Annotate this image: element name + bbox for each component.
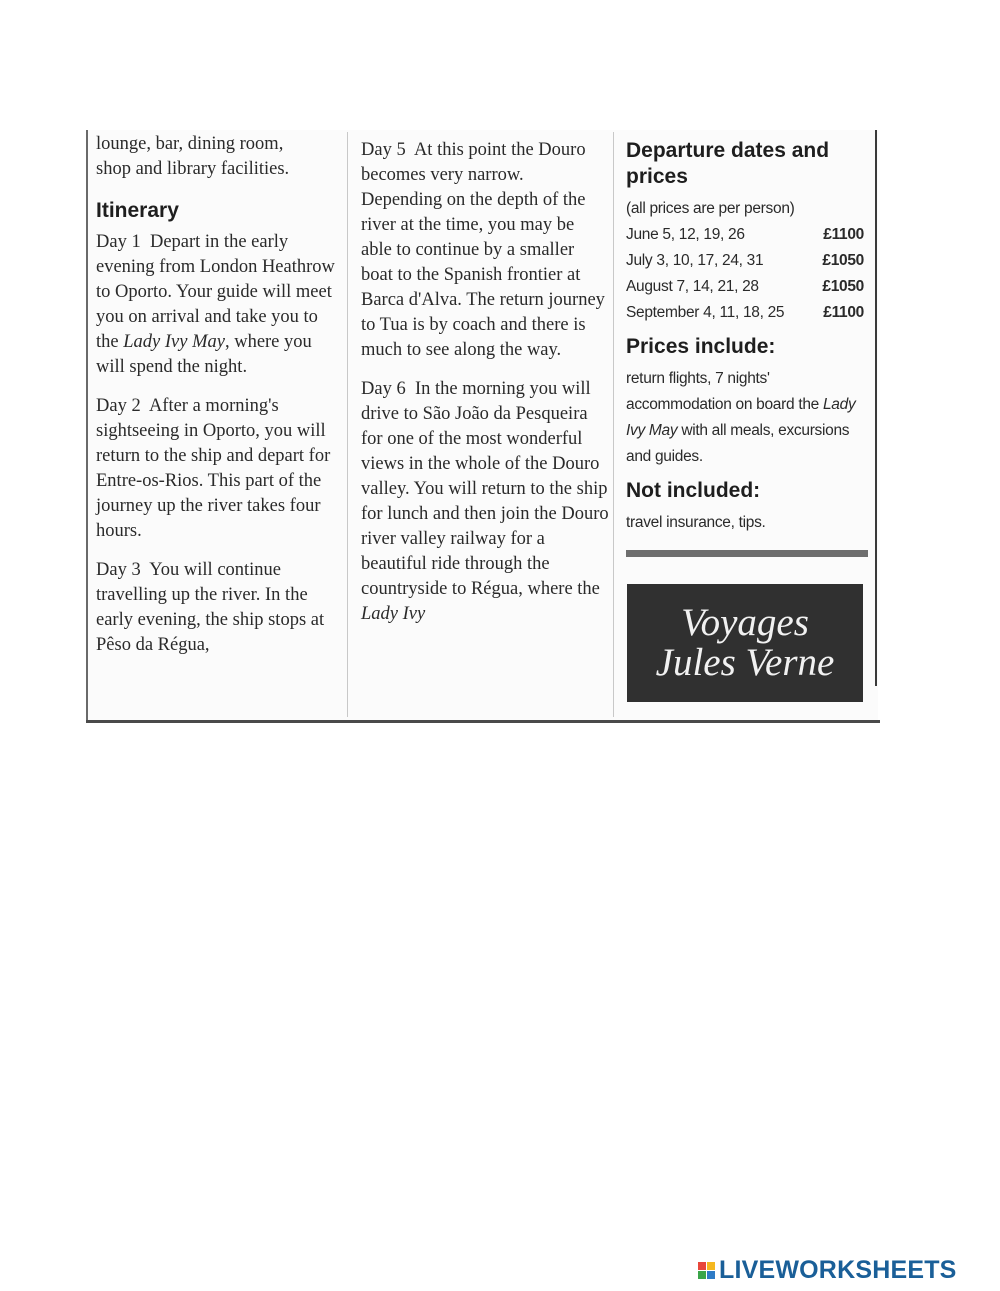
departure-heading: Departure dates and prices [626, 139, 830, 188]
date-range: September 4, 11, 18, 25 [626, 304, 785, 321]
logo-line: Voyages [681, 601, 809, 644]
column-one [96, 132, 344, 672]
day6-text: In the morning you will drive to São João da Pesqueira for one of the most wonderful views in the whole of the Douro valley. You will return to the ship for lunch and then join the Douro river valley railway for a beautiful ride through the countryside to Régua, where the [361, 379, 609, 599]
ship-name: Lady Ivy May [123, 332, 225, 352]
day6-paragraph [361, 377, 609, 627]
day1-text-end: , where you will spend the night. [96, 332, 312, 377]
itinerary-heading: Itinerary [96, 199, 179, 222]
not-included-heading: Not included: [626, 479, 761, 502]
day2-paragraph [96, 394, 344, 544]
day-label: Day 5 [361, 140, 406, 160]
departure-dates-list [626, 222, 864, 326]
day2-text: After a morning's sightseeing in Oporto, you will return to the ship and depart for Entre-os-Rios. This part of the journey up the river takes four hours. [96, 396, 331, 541]
logo-square [698, 1271, 706, 1279]
day5-text: At this point the Douro becomes very narrow. Depending on the depth of the river at the time, you may be able to continue by a smaller boat to the Spanish frontier at Barca d'Alva. The return journey to Tua is by coach and there is much to see along the way. [361, 140, 605, 360]
column-divider [613, 132, 614, 717]
day3-paragraph [96, 558, 344, 658]
liveworksheets-watermark [698, 1256, 957, 1284]
include-text: return flights, 7 nights' accommodation on board the [626, 370, 819, 413]
day1-paragraph [96, 230, 344, 380]
column-divider [347, 132, 348, 717]
day-label: Day 2 [96, 396, 141, 416]
logo-square [698, 1262, 706, 1270]
logo-line: Jules Verne [655, 641, 835, 684]
date-price: £1050 [822, 278, 864, 295]
include-text-end: with all meals, excursions and guides. [626, 422, 850, 465]
date-row [626, 274, 864, 300]
separator-bar [626, 550, 868, 557]
intro-line: lounge, bar, dining room, [96, 134, 284, 154]
date-range: June 5, 12, 19, 26 [626, 226, 745, 243]
date-row [626, 222, 864, 248]
prices-note: (all prices are per person) [626, 200, 795, 217]
day3-text: You will continue travelling up the river. In the early evening, the ship stops at Pêso da Régua, [96, 560, 325, 655]
liveworksheets-logo-icon [698, 1262, 715, 1279]
column-two [361, 138, 609, 641]
watermark-text: LIVEWORKSHEETS [719, 1255, 957, 1284]
column-three [626, 132, 874, 557]
ship-name: Lady Ivy [361, 604, 426, 624]
date-range: August 7, 14, 21, 28 [626, 278, 759, 295]
date-price: £1100 [823, 304, 864, 321]
date-price: £1050 [822, 252, 864, 269]
day-label: Day 3 [96, 560, 141, 580]
day1-text: Depart in the early evening from London Heathrow to Oporto. Your guide will meet you on arrival and take you to the [96, 232, 335, 352]
date-range: July 3, 10, 17, 24, 31 [626, 252, 764, 269]
date-row [626, 248, 864, 274]
logo-square [707, 1262, 715, 1270]
ship-name: Lady Ivy May [626, 396, 856, 439]
date-price: £1100 [823, 226, 864, 243]
prices-include-heading: Prices include: [626, 335, 776, 358]
prices-include-text [626, 366, 874, 470]
intro-line: shop and library facilities. [96, 159, 290, 179]
day5-paragraph [361, 138, 609, 363]
date-row [626, 300, 864, 326]
day-label: Day 1 [96, 232, 141, 252]
day-label: Day 6 [361, 379, 406, 399]
not-included-text: travel insurance, tips. [626, 514, 766, 531]
clipping-left-border [86, 130, 88, 722]
logo-square [707, 1271, 715, 1279]
clipping-bottom-border [86, 720, 880, 723]
clipping-right-border [875, 130, 877, 686]
voyages-jules-verne-logo [627, 584, 863, 702]
